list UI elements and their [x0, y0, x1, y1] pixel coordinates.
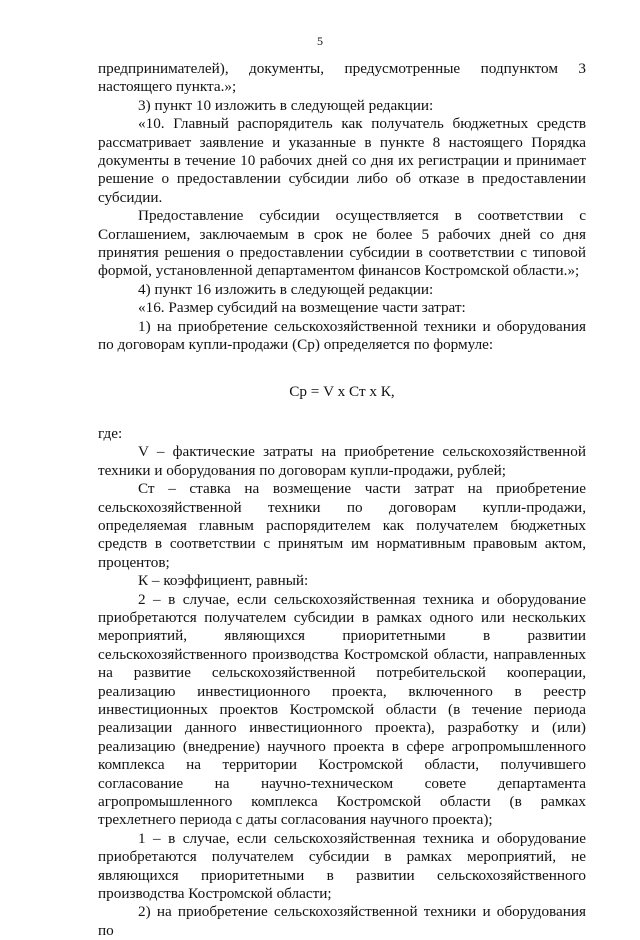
paragraph: «16. Размер субсидий на возмещение части затрат:	[138, 299, 466, 317]
paragraph: V – фактические затраты на приобретение сельскохозяйственной техники и оборудования по договорам купли-продажи, рублей;	[98, 443, 586, 479]
paragraph: Предоставление субсидии осуществляется в соответствии с Соглашением, заключаемым в срок не более 5 рабочих дней со дня принятия решения о предоставлении субсидии в соответствии с типовой формой, установленной департаментом финансов Костромской области.»;	[98, 207, 586, 280]
paragraph: 1) на приобретение сельскохозяйственной техники и оборудования по договорам купли-продажи (Ср) определяется по формуле:	[98, 317, 586, 354]
paragraph: 4) пункт 16 изложить в следующей редакции:	[138, 280, 434, 298]
paragraph: 3) пункт 10 изложить в следующей редакции:	[138, 96, 434, 114]
paragraph: Ст – ставка на возмещение части затрат на приобретение сельскохозяйственной техники по договорам купли-продажи, определяемая главным распорядителем как получателем бюджетных средств в соответствии с принятым им нормативным правовым актом, процентов;	[98, 480, 586, 571]
formula: Ср = V х Ст х К,	[289, 382, 395, 400]
paragraph: где:	[98, 424, 123, 442]
paragraph: 2) на приобретение сельскохозяйственной техники и оборудования по	[98, 903, 586, 939]
document-body	[98, 60, 586, 940]
paragraph: «10. Главный распорядитель как получатель бюджетных средств рассматривает заявление и указанные в пункте 8 настоящего Порядка документы в течение 10 рабочих дней со дня их регистрации и принимает решение о предоставлении субсидии либо об отказе в предоставлении субсидии.	[98, 115, 586, 206]
paragraph: 2 – в случае, если сельскохозяйственная техника и оборудование приобретаются получателем субсидии в рамках одного или нескольких мероприятий, являющихся приоритетными в развитии сельскохозяйственного производства Костромской области, направленных на развитие сельскохозяйственной потребительской кооперации, реализацию инвестиционного проекта, включенного в реестр инвестиционных проектов Костромской области (в течение периода реализации данного инвестиционного проекта), разработку и (или) реализацию (внедрение) научного проекта в сфере агропромышленного комплекса на территории Костромской области, получившего согласование на научно-техническом совете департамента агропромышленного комплекса Костромской области (в рамках трехлетнего периода с даты согласования научного проекта);	[98, 590, 586, 829]
paragraph: 1 – в случае, если сельскохозяйственная техника и оборудование приобретаются получателем субсидии в рамках мероприятий, не являющихся приоритетными в развитии сельскохозяйственного производства Костромской области;	[98, 829, 586, 903]
paragraph: предпринимателей), документы, предусмотренные подпунктом 3 настоящего пункта.»;	[98, 60, 586, 96]
page-number: 5	[317, 34, 323, 48]
paragraph: К – коэффициент, равный:	[138, 572, 309, 590]
